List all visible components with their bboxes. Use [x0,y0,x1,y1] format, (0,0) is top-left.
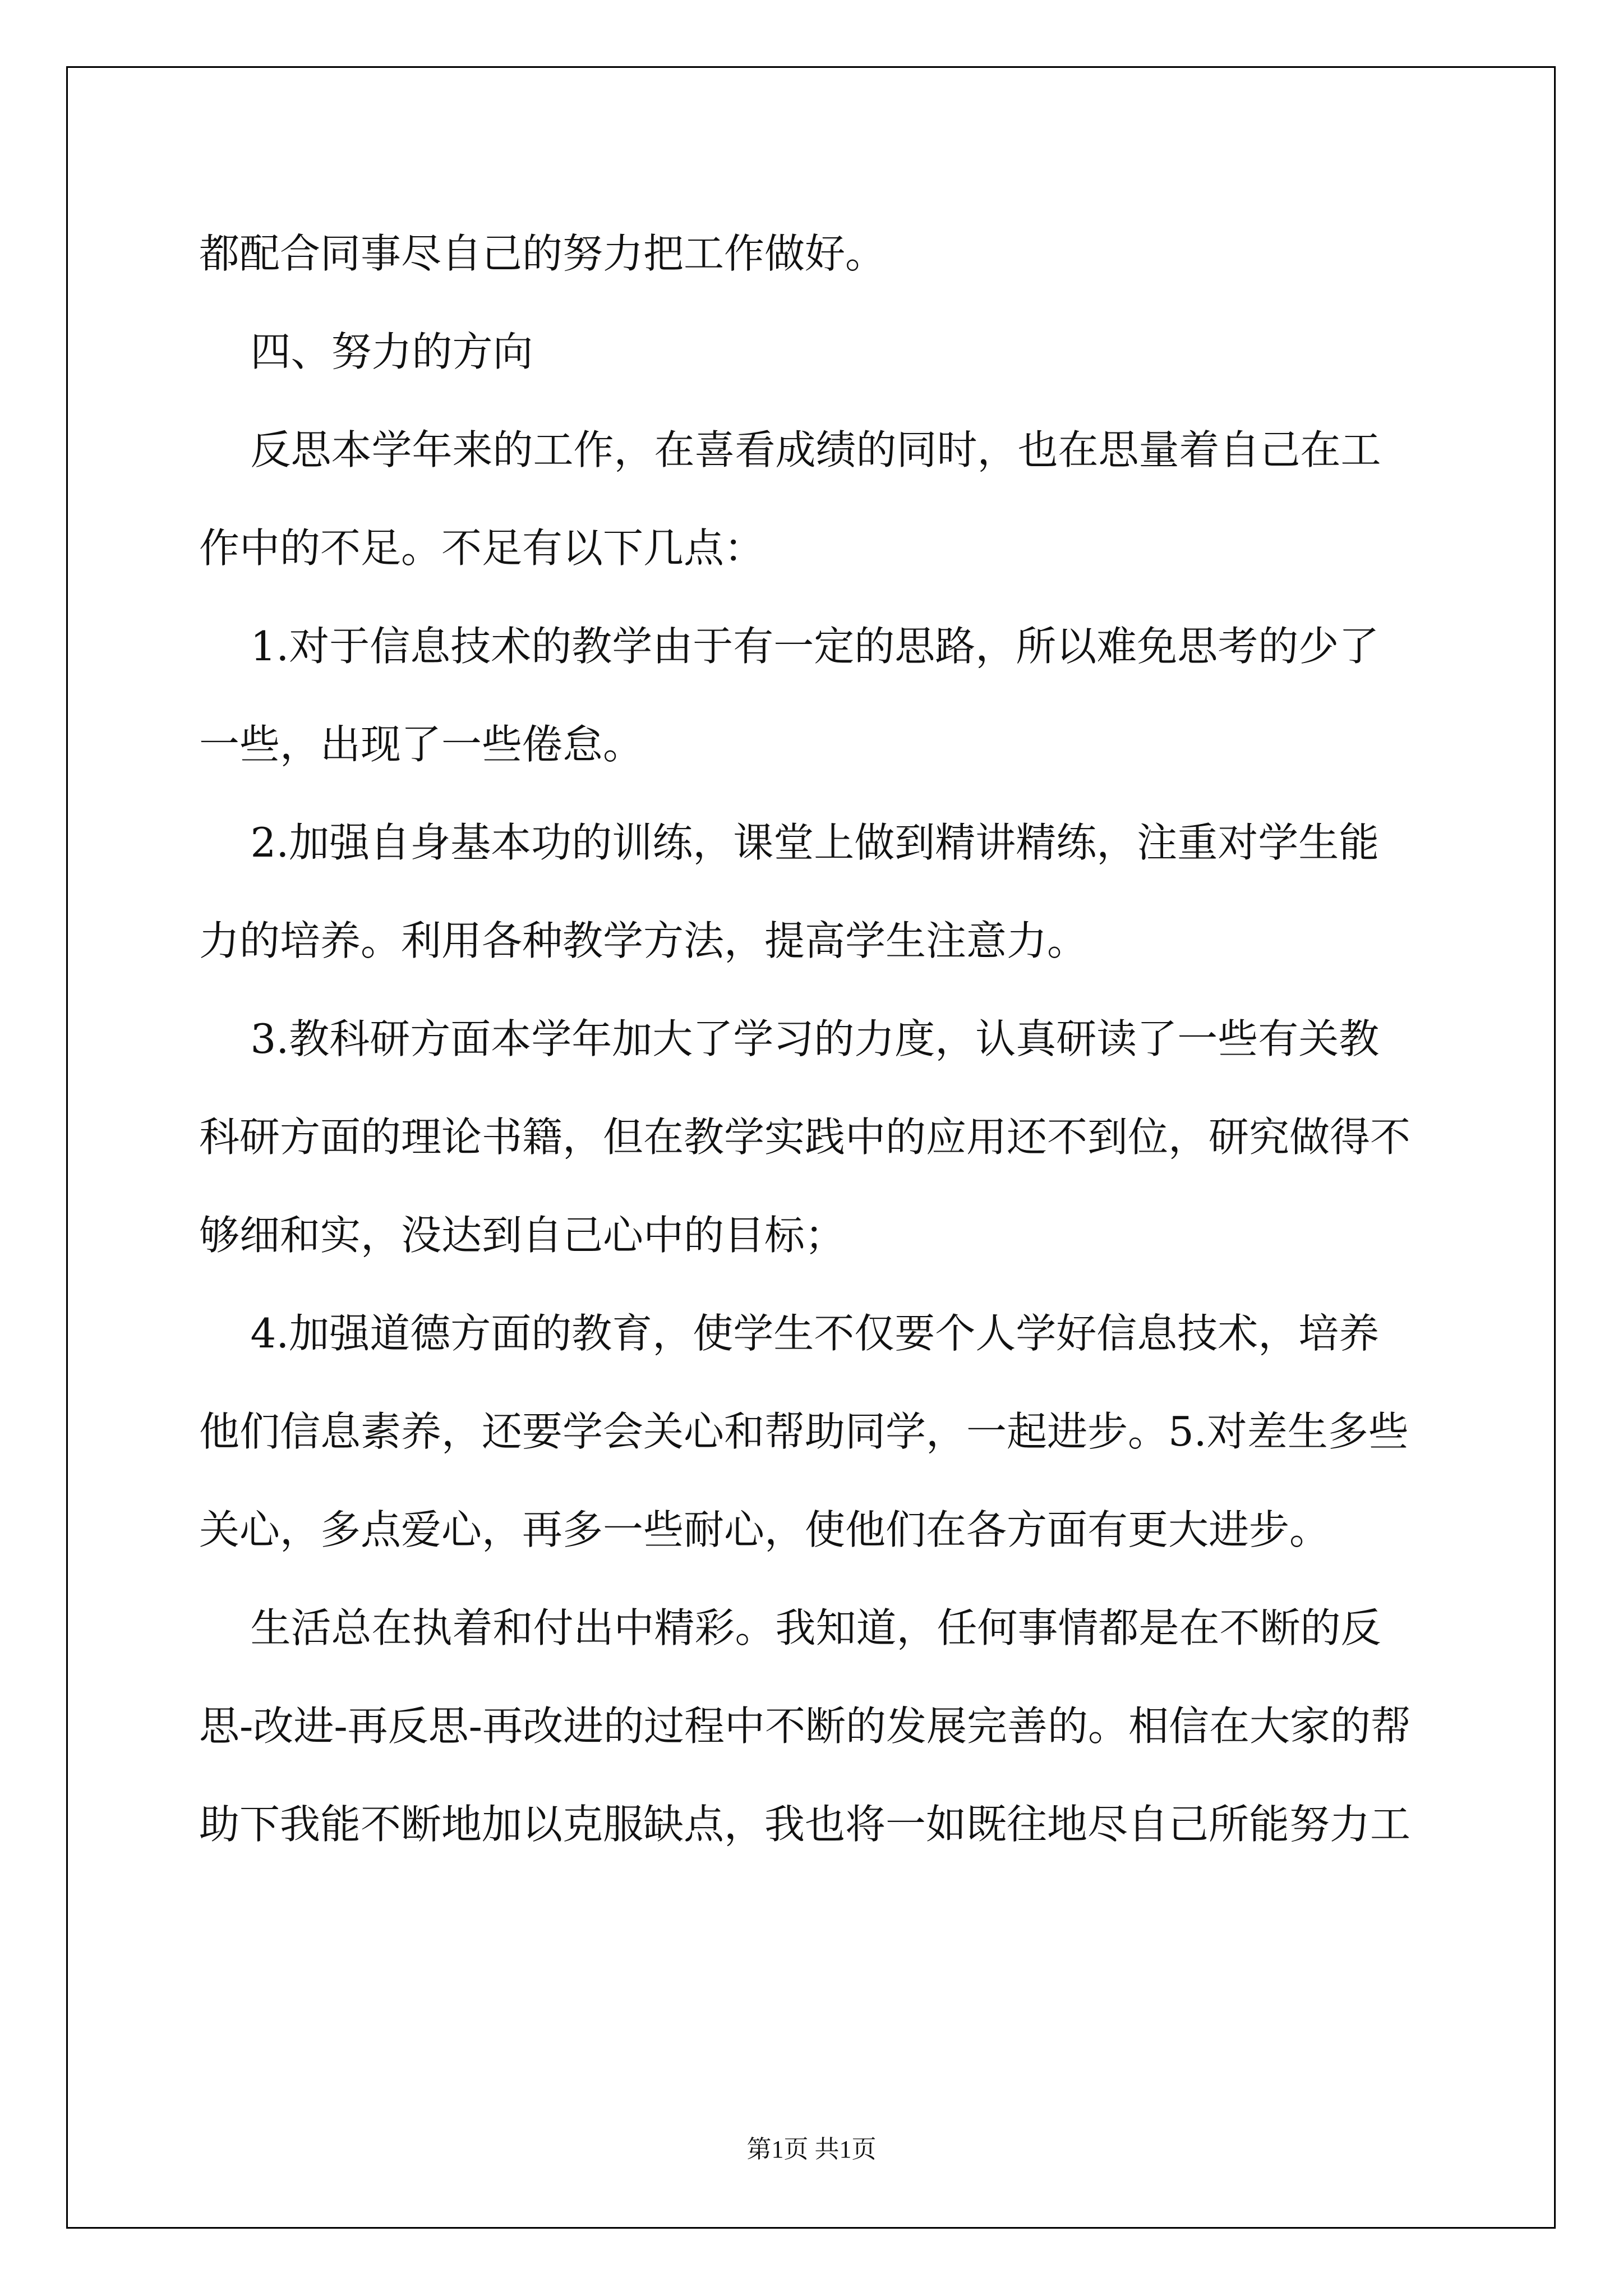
text-line-7: 2.加强自身基本功的训练，课堂上做到精讲精练，注重对学生能 [199,819,1380,866]
text-line-8: 力的培养。利用各种教学方法，提高学生注意力。 [199,917,1088,964]
page-number-footer: 第1页 共1页 [746,2136,877,2163]
section-heading: 四、努力的方向 [199,328,533,375]
text-line-1: 都配合同事尽自己的努力把工作做好。 [199,230,886,277]
text-line-16: 思-改进-再反思-再改进的过程中不断的发展完善的。相信在大家的帮 [199,1703,1411,1750]
document-body [199,205,1433,1874]
text-line-14: 关心，多点爱心，再多一些耐心，使他们在各方面有更大进步。 [199,1506,1330,1553]
text-line-17: 助下我能不断地加以克服缺点，我也将一如既往地尽自己所能努力工 [199,1801,1411,1848]
text-line-10: 科研方面的理论书籍，但在教学实践中的应用还不到位，研究做得不 [199,1114,1411,1161]
text-line-4: 作中的不足。不足有以下几点： [199,524,765,572]
text-line-15: 生活总在执着和付出中精彩。我知道，任何事情都是在不断的反 [199,1604,1381,1651]
text-line-6: 一些，出现了一些倦怠。 [199,721,644,768]
text-line-3: 反思本学年来的工作，在喜看成绩的同时，也在思量着自己在工 [199,426,1381,473]
text-line-12: 4.加强道德方面的教育，使学生不仅要个人学好信息技术，培养 [199,1310,1380,1357]
text-line-9: 3.教科研方面本学年加大了学习的力度，认真研读了一些有关教 [199,1015,1380,1062]
text-line-13: 他们信息素养，还要学会关心和帮助同学，一起进步。5.对差生多些 [199,1408,1409,1455]
text-line-5: 1.对于信息技术的教学由于有一定的思路，所以难免思考的少了 [199,623,1380,670]
text-line-11: 够细和实，没达到自己心中的目标； [199,1212,846,1259]
